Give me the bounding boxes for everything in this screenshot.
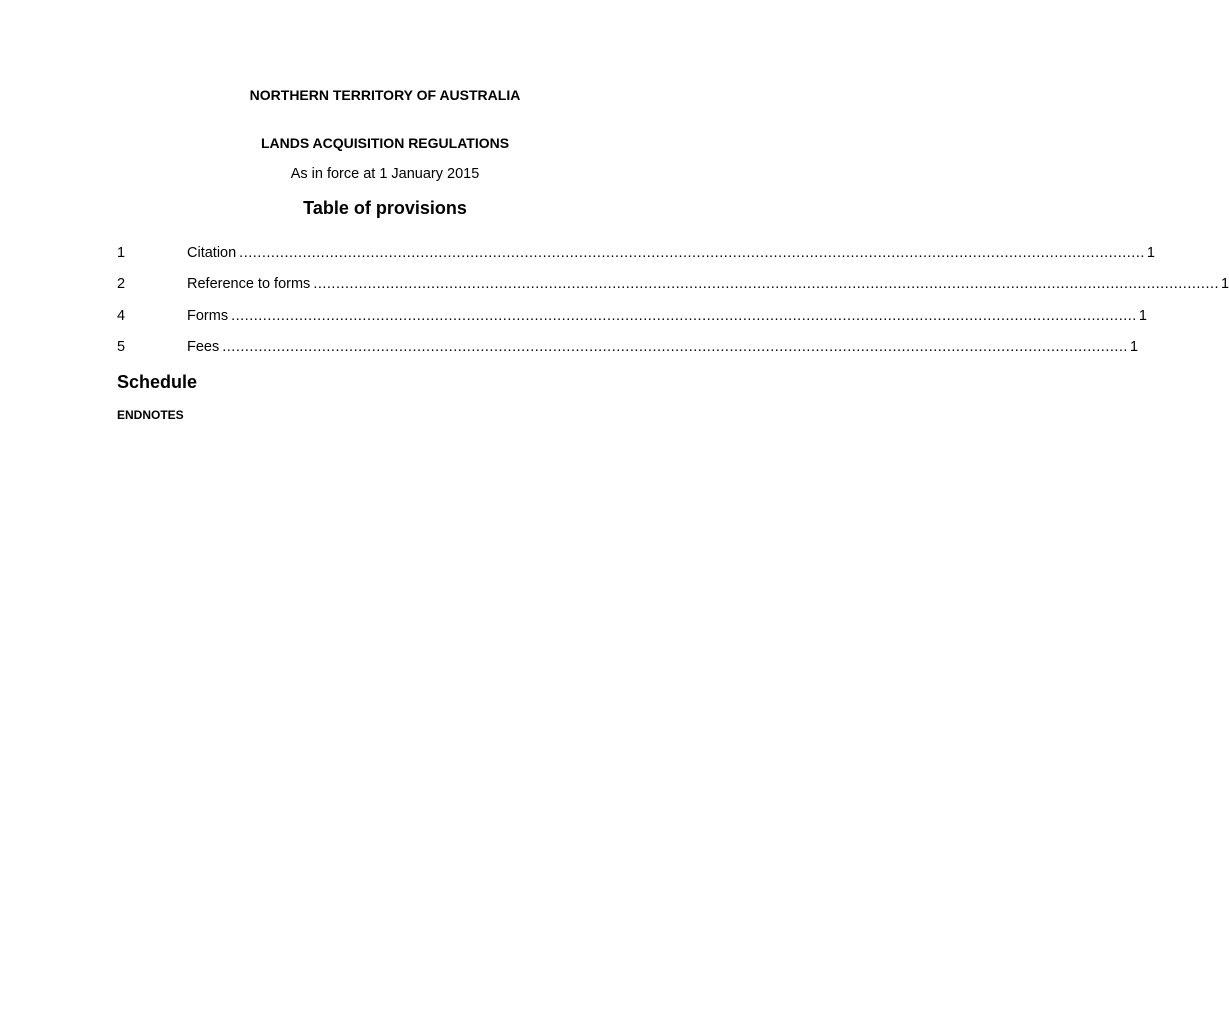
toc-heading: Table of provisions [303,198,467,218]
toc-entry-title[interactable]: Forms [187,307,229,324]
jurisdiction-heading: NORTHERN TERRITORY OF AUSTRALIA [249,87,521,103]
toc-entry-title[interactable]: Fees [187,338,220,355]
toc-entry-title[interactable]: Citation [187,245,237,261]
toc-dot-leader: ........................................................................................................................................................................................................ [231,307,1137,324]
toc-entry-number: 5 [117,338,126,355]
toc-dot-leader: ........................................................................................................................................................................................................ [222,338,1128,355]
toc-dot-leader: ........................................................................................................................................................................................................ [239,245,1145,261]
toc-entry-page: 1 [1138,307,1147,324]
toc-entry-number: 1 [117,245,126,261]
toc-entry-page: 1 [1221,276,1229,293]
toc-entry-number: 4 [117,307,126,324]
toc-entry-page: 1 [1129,338,1139,355]
toc-entry[interactable] [117,307,1147,339]
toc-dot-leader: ........................................................................................................................................................................................................ [313,276,1220,293]
document-title: LANDS ACQUISITION REGULATIONS [260,135,510,151]
schedule-heading[interactable]: Schedule [117,372,198,392]
in-force-date: As in force at 1 January 2015 [290,166,480,182]
toc-entry-page: 1 [1146,245,1155,261]
toc-entry-title[interactable]: Reference to forms [187,276,311,293]
endnotes-heading[interactable]: ENDNOTES [117,408,184,422]
toc-entry[interactable] [117,276,1229,307]
toc-entry[interactable] [117,338,1139,370]
table-of-provisions [117,245,1229,370]
toc-entry-number: 2 [117,276,126,293]
toc-entry[interactable] [117,245,1155,276]
